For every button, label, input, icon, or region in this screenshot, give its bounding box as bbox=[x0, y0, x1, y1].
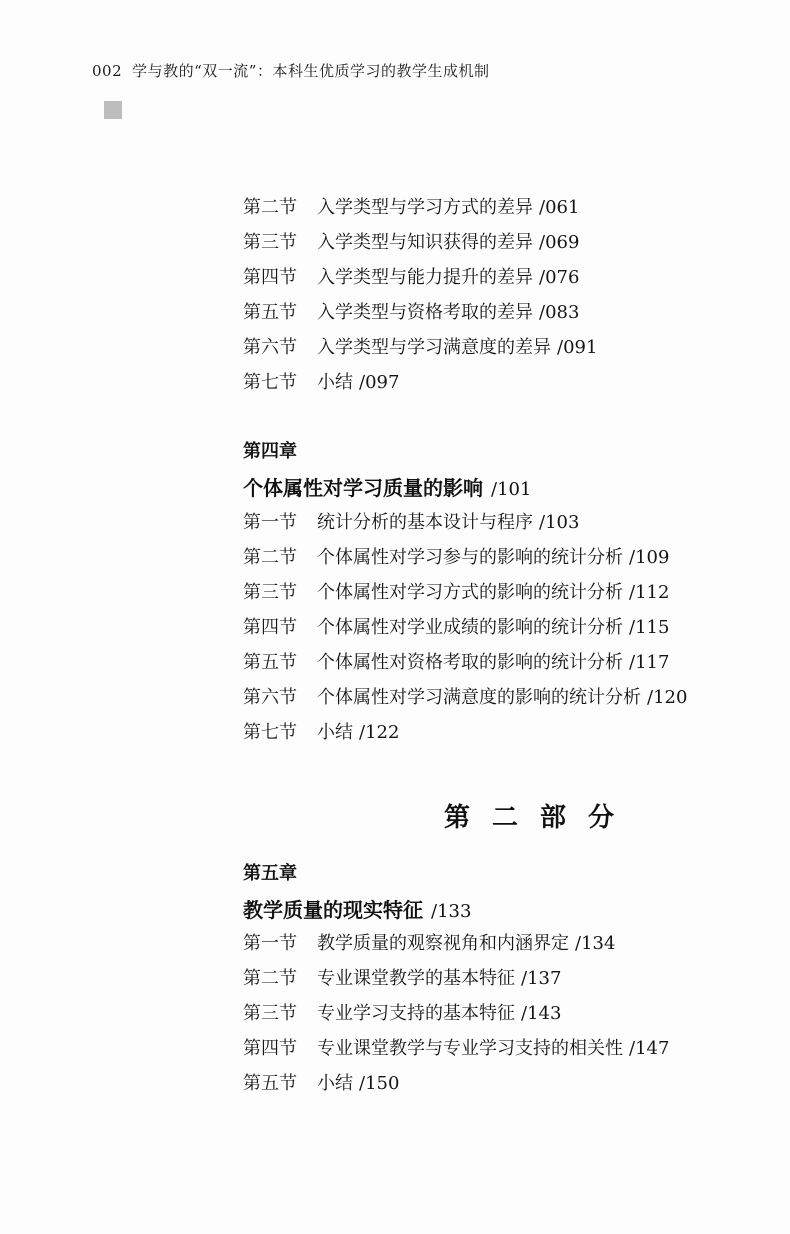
chapter-title-text: 个体属性对学习质量的影响 bbox=[243, 476, 483, 500]
toc-section-title: 统计分析的基本设计与程序 bbox=[317, 512, 533, 533]
toc-section-title: 小结 bbox=[317, 1073, 353, 1094]
toc-entry[interactable] bbox=[243, 337, 597, 359]
toc-section-number: 第六节 bbox=[243, 687, 297, 708]
toc-page-ref: /069 bbox=[539, 232, 580, 253]
toc-section-number: 第七节 bbox=[243, 722, 297, 743]
toc-entry[interactable] bbox=[243, 197, 579, 219]
toc-section-number: 第三节 bbox=[243, 582, 297, 603]
toc-section-number: 第五节 bbox=[243, 1073, 297, 1094]
toc-section-title: 个体属性对学习满意度的影响的统计分析 bbox=[317, 687, 641, 708]
toc-section-title: 个体属性对学业成绩的影响的统计分析 bbox=[317, 617, 623, 638]
toc-page-ref: /091 bbox=[557, 337, 598, 358]
toc-entry[interactable] bbox=[243, 582, 669, 604]
toc-page-ref: /101 bbox=[491, 479, 532, 500]
toc-section-number: 第二节 bbox=[243, 197, 297, 218]
toc-section-number: 第二节 bbox=[243, 968, 297, 989]
toc-entry[interactable] bbox=[243, 617, 669, 639]
toc-page-ref: /134 bbox=[575, 933, 616, 954]
toc-page-ref: /137 bbox=[521, 968, 562, 989]
toc-entry[interactable] bbox=[243, 1003, 561, 1025]
toc-section-title: 个体属性对学习参与的影响的统计分析 bbox=[317, 547, 623, 568]
toc-entry[interactable] bbox=[243, 722, 399, 744]
toc-page-ref: /150 bbox=[359, 1073, 400, 1094]
toc-section-number: 第五节 bbox=[243, 652, 297, 673]
chapter-title[interactable] bbox=[243, 898, 471, 924]
toc-section-title: 小结 bbox=[317, 372, 353, 393]
toc-section-title: 专业课堂教学与专业学习支持的相关性 bbox=[317, 1038, 623, 1059]
toc-page-ref: /117 bbox=[629, 652, 670, 673]
toc-entry[interactable] bbox=[243, 547, 669, 569]
toc-section-title: 教学质量的观察视角和内涵界定 bbox=[317, 933, 569, 954]
toc-section-title: 个体属性对学习方式的影响的统计分析 bbox=[317, 582, 623, 603]
running-header bbox=[92, 60, 489, 81]
toc-section-number: 第四节 bbox=[243, 617, 297, 638]
toc-section-number: 第四节 bbox=[243, 1038, 297, 1059]
toc-entry[interactable] bbox=[243, 1073, 399, 1095]
toc-section-title: 专业课堂教学的基本特征 bbox=[317, 968, 515, 989]
toc-page-ref: /076 bbox=[539, 267, 580, 288]
toc-entry[interactable] bbox=[243, 267, 579, 289]
toc-section-number: 第六节 bbox=[243, 337, 297, 358]
toc-page-ref: /112 bbox=[629, 582, 670, 603]
header-page-number: 002 bbox=[92, 62, 123, 80]
toc-page-ref: /133 bbox=[431, 901, 472, 922]
toc-entry[interactable] bbox=[243, 968, 561, 990]
toc-entry[interactable] bbox=[243, 687, 687, 709]
toc-page-ref: /122 bbox=[359, 722, 400, 743]
toc-section-title: 入学类型与能力提升的差异 bbox=[317, 267, 533, 288]
toc-section-number: 第三节 bbox=[243, 232, 297, 253]
toc-section-number: 第七节 bbox=[243, 372, 297, 393]
toc-section-title: 入学类型与学习方式的差异 bbox=[317, 197, 533, 218]
toc-entry[interactable] bbox=[243, 372, 399, 394]
toc-section-number: 第二节 bbox=[243, 547, 297, 568]
toc-section-title: 入学类型与资格考取的差异 bbox=[317, 302, 533, 323]
toc-section-number: 第一节 bbox=[243, 512, 297, 533]
toc-page-ref: /083 bbox=[539, 302, 580, 323]
toc-entry[interactable] bbox=[243, 1038, 669, 1060]
part-heading: 第二部分 bbox=[444, 803, 637, 833]
toc-page-ref: /147 bbox=[629, 1038, 670, 1059]
toc-section-title: 入学类型与知识获得的差异 bbox=[317, 232, 533, 253]
toc-section-title: 小结 bbox=[317, 722, 353, 743]
toc-section-number: 第五节 bbox=[243, 302, 297, 323]
chapter-title[interactable] bbox=[243, 476, 531, 502]
header-square-mark bbox=[104, 101, 122, 119]
toc-section-title: 个体属性对资格考取的影响的统计分析 bbox=[317, 652, 623, 673]
toc-entry[interactable] bbox=[243, 933, 615, 955]
toc-page-ref: /115 bbox=[629, 617, 670, 638]
toc-entry[interactable] bbox=[243, 652, 669, 674]
chapter-title-text: 教学质量的现实特征 bbox=[243, 898, 423, 922]
toc-entry[interactable] bbox=[243, 232, 579, 254]
toc-page-ref: /120 bbox=[647, 687, 688, 708]
toc-section-number: 第四节 bbox=[243, 267, 297, 288]
toc-entry[interactable] bbox=[243, 512, 579, 534]
toc-section-number: 第一节 bbox=[243, 933, 297, 954]
toc-section-number: 第三节 bbox=[243, 1003, 297, 1024]
toc-section-title: 入学类型与学习满意度的差异 bbox=[317, 337, 551, 358]
header-book-title: 学与教的“双一流”：本科生优质学习的教学生成机制 bbox=[132, 62, 490, 80]
toc-page-ref: /143 bbox=[521, 1003, 562, 1024]
chapter-label: 第五章 bbox=[243, 863, 297, 884]
toc-page-ref: /097 bbox=[359, 372, 400, 393]
chapter-label: 第四章 bbox=[243, 441, 297, 462]
toc-section-title: 专业学习支持的基本特征 bbox=[317, 1003, 515, 1024]
toc-entry[interactable] bbox=[243, 302, 579, 324]
toc-page-ref: /109 bbox=[629, 547, 670, 568]
toc-page-ref: /103 bbox=[539, 512, 580, 533]
toc-page-ref: /061 bbox=[539, 197, 580, 218]
